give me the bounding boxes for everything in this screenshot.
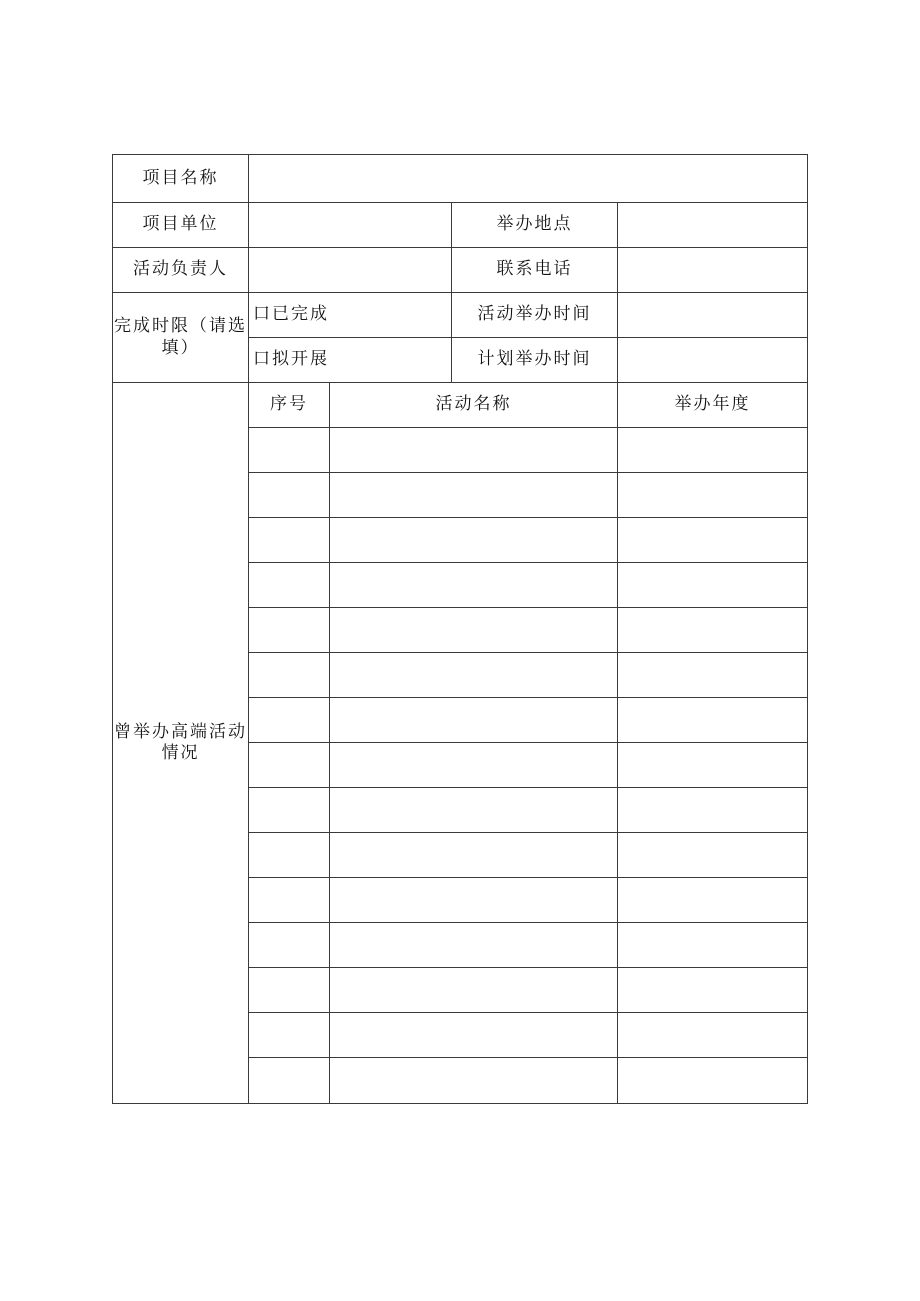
row-year-cell[interactable] [618,743,808,788]
project-name-field[interactable] [249,155,808,203]
row-year-cell[interactable] [618,878,808,923]
row-no-cell[interactable] [249,1013,330,1058]
row-no-cell[interactable] [249,653,330,698]
row-no-cell[interactable] [249,608,330,653]
row-activity-name-cell[interactable] [330,1058,618,1104]
row-no-cell[interactable] [249,788,330,833]
row-activity-name-cell[interactable] [330,428,618,473]
row-no-cell[interactable] [249,833,330,878]
option-planned-checkbox[interactable]: 口拟开展 [249,338,452,383]
column-header-activity-name: 活动名称 [330,383,618,428]
row-year-cell[interactable] [618,428,808,473]
row-no-cell[interactable] [249,878,330,923]
leader-label: 活动负责人 [113,248,249,293]
venue-field[interactable] [618,203,808,248]
row-year-cell[interactable] [618,923,808,968]
row-year-cell[interactable] [618,968,808,1013]
row-activity-name-cell[interactable] [330,833,618,878]
row-year-cell[interactable] [618,1013,808,1058]
row-year-cell[interactable] [618,833,808,878]
row-activity-name-cell[interactable] [330,923,618,968]
row-no-cell[interactable] [249,1058,330,1104]
history-header-row [113,383,808,428]
leader-field[interactable] [249,248,452,293]
project-unit-field[interactable] [249,203,452,248]
row-no-cell[interactable] [249,563,330,608]
row-no-cell[interactable] [249,968,330,1013]
row-activity-name-cell[interactable] [330,518,618,563]
row-activity-name-cell[interactable] [330,698,618,743]
row-year-cell[interactable] [618,563,808,608]
planned-time-label: 计划举办时间 [452,338,618,383]
row-year-cell[interactable] [618,1058,808,1104]
project-form-table [112,154,808,1104]
row-activity-name-cell[interactable] [330,1013,618,1058]
row-no-cell[interactable] [249,473,330,518]
row-year-cell[interactable] [618,473,808,518]
row-activity-name-cell[interactable] [330,968,618,1013]
row-activity-name-cell[interactable] [330,743,618,788]
row-no-cell[interactable] [249,743,330,788]
phone-label: 联系电话 [452,248,618,293]
row-activity-name-cell[interactable] [330,788,618,833]
row-year-cell[interactable] [618,608,808,653]
row-activity-name-cell[interactable] [330,878,618,923]
row-year-cell[interactable] [618,698,808,743]
row-no-cell[interactable] [249,923,330,968]
history-section-label: 曾举办高端活动情况 [113,383,249,1104]
project-unit-label: 项目单位 [113,203,249,248]
project-name-row [113,155,808,203]
row-no-cell[interactable] [249,518,330,563]
phone-field[interactable] [618,248,808,293]
row-activity-name-cell[interactable] [330,608,618,653]
option-completed-checkbox[interactable]: 口已完成 [249,293,452,338]
project-unit-row [113,203,808,248]
row-no-cell[interactable] [249,698,330,743]
row-year-cell[interactable] [618,653,808,698]
column-header-no: 序号 [249,383,330,428]
row-activity-name-cell[interactable] [330,563,618,608]
deadline-row-completed [113,293,808,338]
deadline-label: 完成时限（请选填） [113,293,249,383]
project-name-label: 项目名称 [113,155,249,203]
row-year-cell[interactable] [618,788,808,833]
row-activity-name-cell[interactable] [330,653,618,698]
leader-row [113,248,808,293]
planned-time-field[interactable] [618,338,808,383]
venue-label: 举办地点 [452,203,618,248]
held-time-label: 活动举办时间 [452,293,618,338]
row-activity-name-cell[interactable] [330,473,618,518]
held-time-field[interactable] [618,293,808,338]
row-no-cell[interactable] [249,428,330,473]
column-header-year: 举办年度 [618,383,808,428]
row-year-cell[interactable] [618,518,808,563]
